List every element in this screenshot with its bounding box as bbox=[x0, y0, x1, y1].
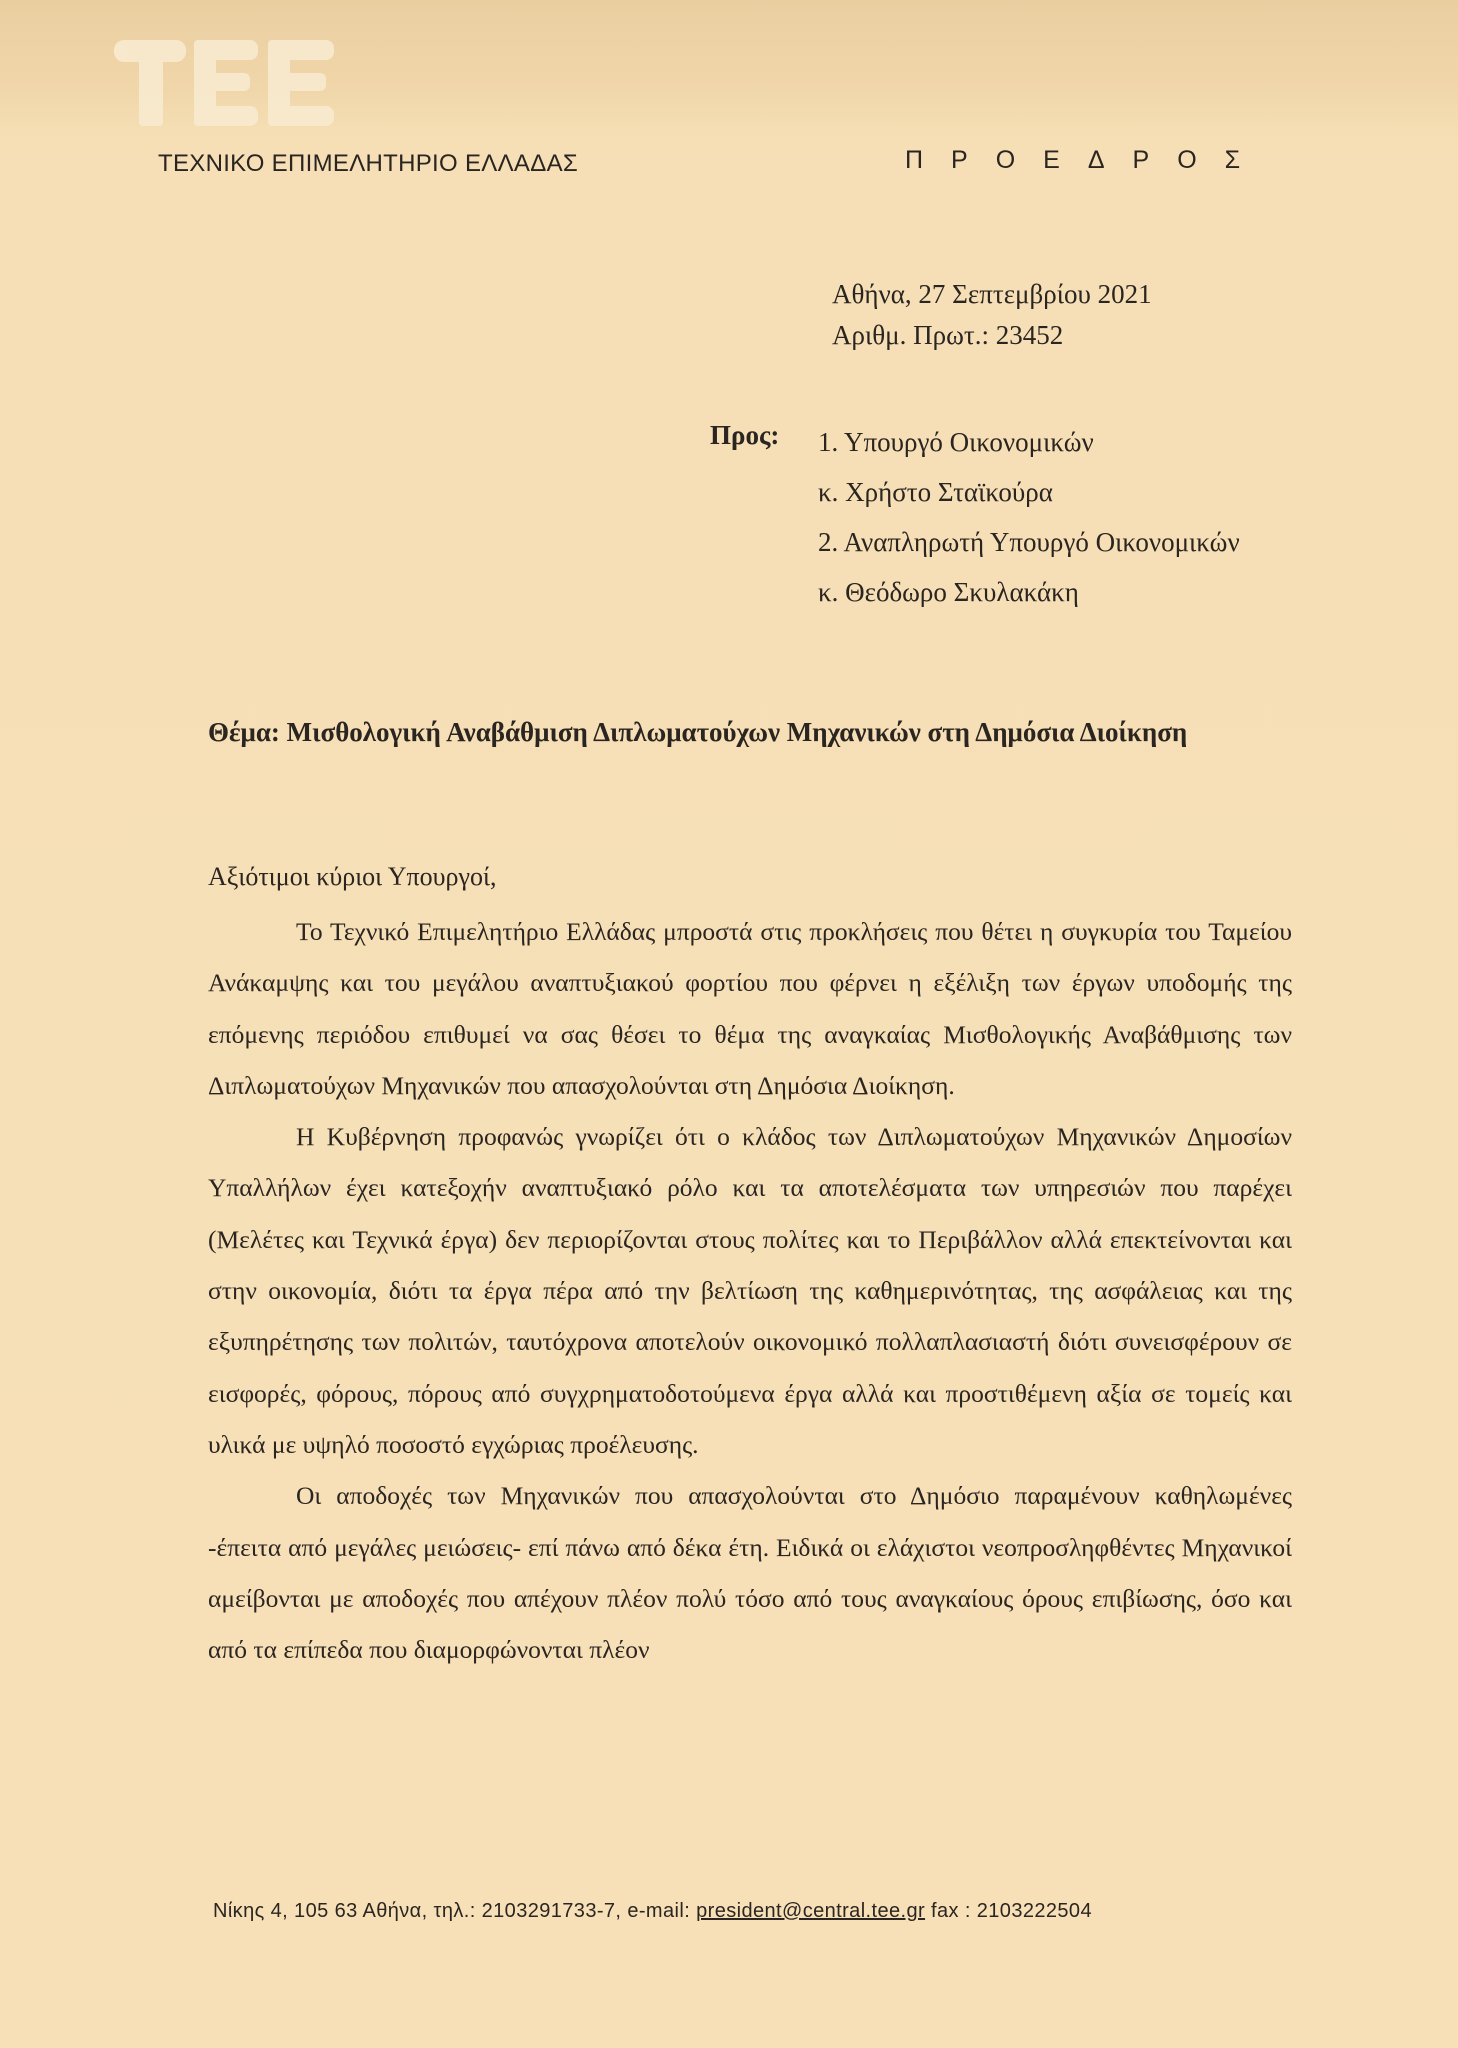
body-paragraph: Το Τεχνικό Επιμελητήριο Ελλάδας μπροστά στις προκλήσεις που θέτει η συγκυρία του Ταμείου Ανάκαμψης και του μεγάλου αναπτυξιακού φορτίου που φέρνει η εξέλιξη των έργων υποδομής της επόμενης περιόδου επιθυμεί να σας θέσει το θέμα της αναγκαίας Μισθολογικής Αναβάθμισης των Διπλωματούχων Μηχανικών που απασχολούνται στη Δημόσια Διοίκηση. bbox=[208, 917, 1292, 1100]
letter-body bbox=[208, 906, 1292, 1675]
organization-name: ΤΕΧΝΙΚΟ ΕΠΙΜΕΛΗΤΗΡΙΟ ΕΛΛΑΔΑΣ bbox=[158, 150, 579, 177]
recipient-line: κ. Θεόδωρο Σκυλακάκη bbox=[818, 577, 1079, 607]
letter-date: Αθήνα, 27 Σεπτεμβρίου 2021 bbox=[832, 279, 1152, 309]
recipient-line: 2. Αναπληρωτή Υπουργό Οικονομικών bbox=[818, 527, 1240, 557]
footer-email-link[interactable]: president@central.tee.gr bbox=[696, 1900, 926, 1922]
recipients-list bbox=[818, 417, 1240, 617]
body-paragraph: Η Κυβέρνηση προφανώς γνωρίζει ότι ο κλάδος των Διπλωματούχων Μηχανικών Δημοσίων Υπαλλήλων έχει κατεξοχήν αναπτυξιακό ρόλο και τα αποτελέσματα των υπηρεσιών που παρέχει (Μελέτες και Τεχνικά έργα) δεν περιορίζονται στους πολίτες και το Περιβάλλον αλλά επεκτείνονται και στην οικονομία, διότι τα έργα πέρα από την βελτίωση της καθημερινότητας, της ασφάλειας και της εξυπηρέτησης των πολιτών, ταυτόχρονα αποτελούν οικονομικό πολλαπλασιαστή διότι συνεισφέρουν σε εισφορές, φόρους, πόρους από συγχρηματοδοτούμενα έργα αλλά και προστιθέμενη αξία σε τομείς και υλικά με υψηλό ποσοστό εγχώριας προέλευσης. bbox=[208, 1122, 1292, 1459]
recipient-line: 1. Υπουργό Οικονομικών bbox=[818, 427, 1094, 457]
greeting: Αξιότιμοι κύριοι Υπουργοί, bbox=[208, 862, 497, 891]
recipients-label: Προς: bbox=[710, 420, 780, 450]
recipient-line: κ. Χρήστο Σταϊκούρα bbox=[818, 477, 1053, 507]
date-block bbox=[832, 274, 1152, 356]
subject-line: Θέμα: Μισθολογική Αναβάθμιση Διπλωματούχων Μηχανικών στη Δημόσια Διοίκηση bbox=[208, 717, 1188, 747]
letter-footer bbox=[213, 1900, 1092, 1923]
footer-fax: fax : 2103222504 bbox=[925, 1900, 1092, 1922]
body-paragraph: Οι αποδοχές των Μηχανικών που απασχολούνται στο Δημόσιο παραμένουν καθηλωμένες -έπειτα από μεγάλες μειώσεις- επί πάνω από δέκα έτη. Ειδικά οι ελάχιστοι νεοπροσληφθέντες Μηχανικοί αμείβονται με αποδοχές που απέχουν πλέον πολύ τόσο από τους αναγκαίους όρους επιβίωσης, όσο και από τα επίπεδα που διαμορφώνονται πλέον bbox=[208, 1481, 1292, 1665]
tee-logo bbox=[112, 30, 342, 130]
footer-address: Νίκης 4, 105 63 Αθήνα, τηλ.: 2103291733-7, e-mail: bbox=[213, 1900, 697, 1922]
office-title: ΠΡΟΕΔΡΟΣ bbox=[905, 146, 1269, 174]
protocol-number: Αριθμ. Πρωτ.: 23452 bbox=[832, 320, 1064, 350]
